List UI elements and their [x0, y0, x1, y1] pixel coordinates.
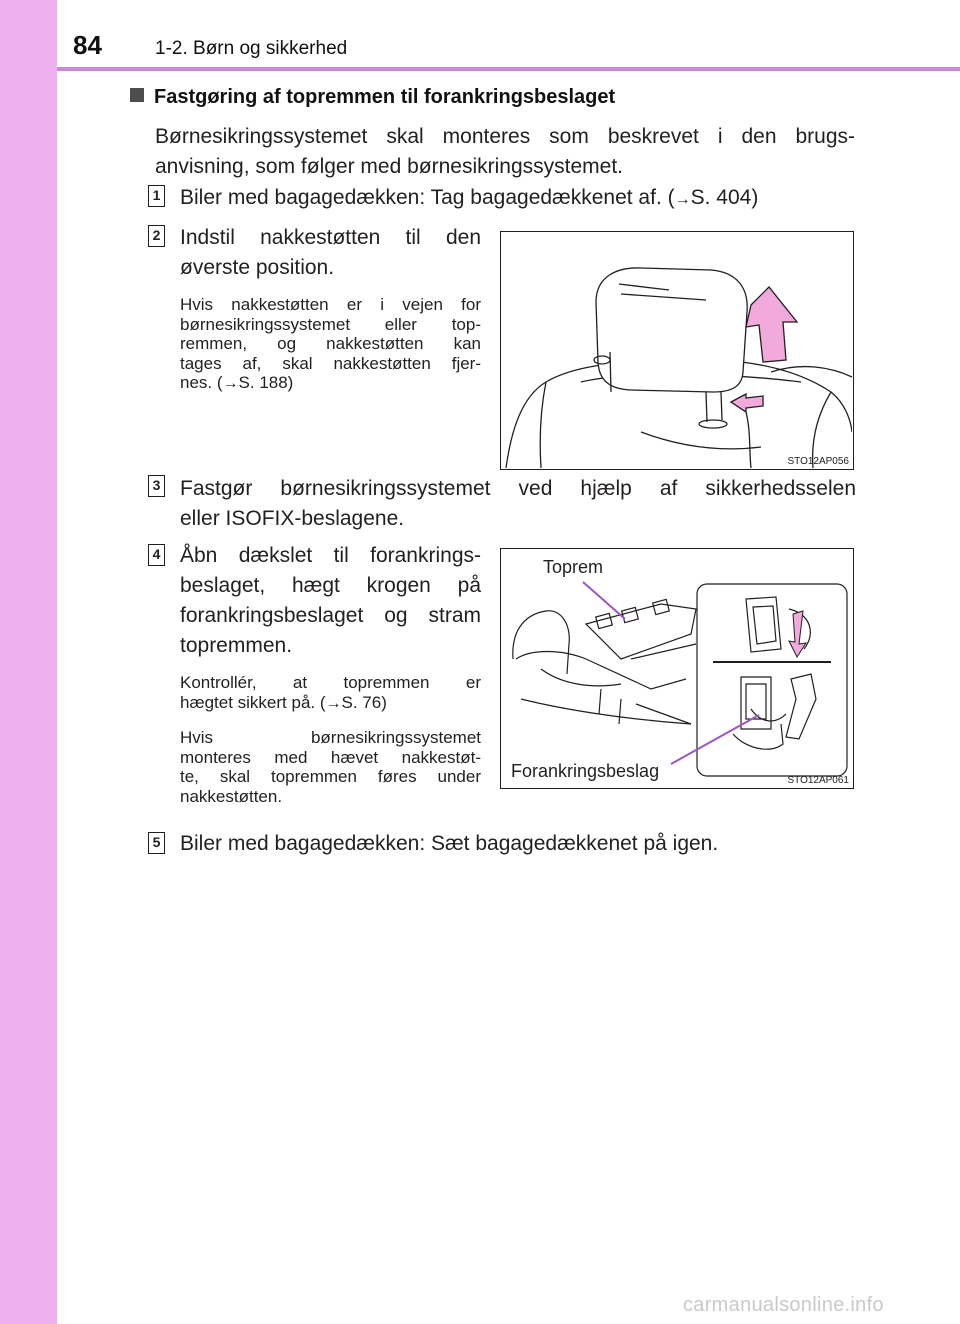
arrow-right-icon: →: [674, 191, 691, 208]
section-title: 1-2. Børn og sikkerhed: [155, 38, 348, 59]
step-2-text: Indstil nakkestøtten til den øverste position.: [180, 226, 481, 279]
headrest-illustration: [501, 232, 852, 468]
headrest-figure: [500, 231, 854, 470]
toprem-leader-line: [583, 582, 625, 619]
step-5-text: Biler med bagagedækken: Sæt bagagedækkenet på igen.: [180, 832, 719, 855]
step-1-text: Biler med bagagedækken: Tag bagagedækkenet af. (→S. 404): [180, 186, 759, 209]
arrow-up-icon: [746, 287, 797, 362]
step-4-note-2: Hvis børnesikringssystemet monteres med hævet nakkestøt- te, skal topremmen føres under nakkestøtten.: [180, 728, 481, 806]
header-rule: [57, 67, 960, 71]
arrow-right-icon: →: [222, 375, 239, 392]
figure-code: STO12AP061: [787, 775, 849, 786]
arrow-right-icon: →: [325, 694, 342, 712]
step-4-note-1: Kontrollér, at topremmen er hægtet sikkert på. (→S. 76): [180, 673, 481, 712]
page-sidebar-tab: [0, 0, 57, 1324]
step-3-text: Fastgør børnesikringssystemet ved hjælp af sikkerhedsselen eller ISOFIX-beslagene.: [180, 477, 856, 530]
step-number-1: 1: [148, 185, 165, 207]
anchor-illustration: [501, 549, 852, 787]
arrow-left-icon: [731, 394, 763, 412]
anchor-label: Forankringsbeslag: [511, 761, 660, 781]
step-4-text: Åbn dækslet til forankrings- beslaget, hægt krogen på forankringsbeslaget og stram topremmen.: [180, 544, 481, 657]
step-number-3: 3: [148, 475, 165, 497]
intro-paragraph: Børnesikringssystemet skal monteres som beskrevet i den brugs- anvisning, som følger med børnesikringssystemet.: [155, 125, 855, 178]
figure-code: STO12AP056: [787, 456, 849, 467]
toprem-label: Toprem: [543, 557, 604, 577]
step-number-4: 4: [148, 544, 165, 566]
square-bullet-icon: [130, 88, 144, 102]
anchor-figure: [500, 548, 854, 789]
step-number-5: 5: [148, 832, 165, 854]
step-2-note: Hvis nakkestøtten er i vejen for børnesikringssystemet eller top- remmen, og nakkestøtten kan tages af, skal nakkestøtten fjer- nes. (→S. 188): [180, 295, 481, 392]
subsection-heading: Fastgøring af topremmen til forankringsbeslaget: [130, 86, 615, 109]
watermark: carmanualsonline.info: [683, 1294, 884, 1316]
page-number: 84: [73, 30, 102, 60]
step-number-2: 2: [148, 225, 165, 247]
